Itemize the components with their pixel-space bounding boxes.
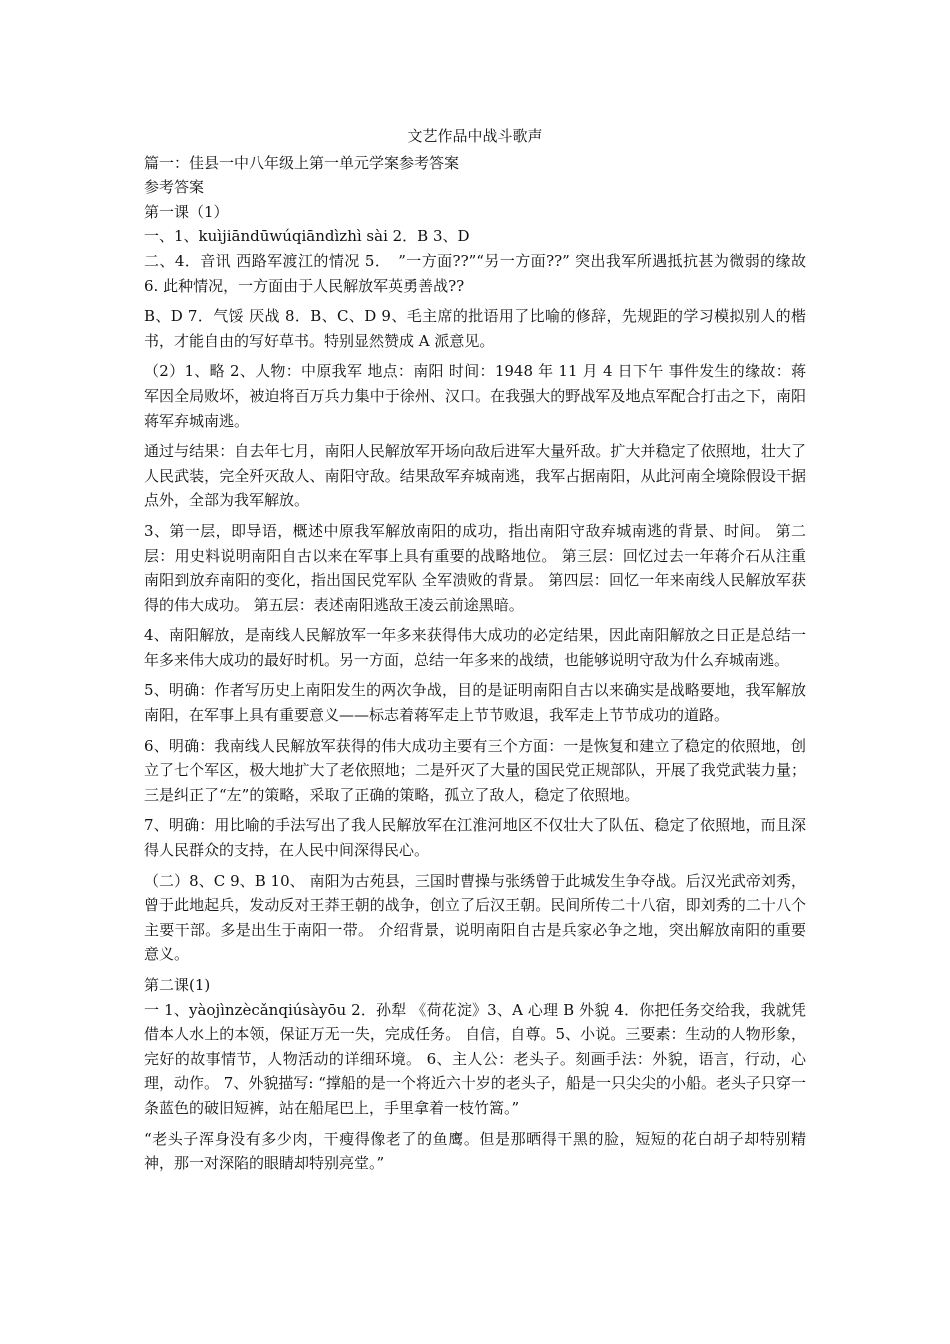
heading-lesson-one: 第一课（1）	[144, 202, 229, 221]
document-title: 文艺作品中战斗歌声	[407, 127, 543, 145]
heading-lesson-two: 第二课(1)	[144, 976, 211, 994]
answer-paragraph: 一 1、yàojìnzècǎnqiúsàyōu 2．孙犁 《荷花淀》3、A 心理 B 外貌 4．你把任务交给我，我就凭借本人水上的本领，保证万无一失，完成任务。 自信，自尊。5、小说。三要素：生动的人物形象，完好的故事情节，人物活动的详细环境。 6、主人公：老头子。刻画手法：外貌，语言，行动，心理，动作。 7、外貌描写: “撑船的是一个将近六十岁的老头子，船是一只尖尖的小船。老头子只穿一条蓝色的破旧短裤，站在船尾巴上，手里拿着一枝竹篙。”	[144, 1000, 806, 1117]
heading-answers: 参考答案	[144, 178, 205, 197]
answer-paragraph: （2）1、略 2、人物：中原我军 地点：南阳 时间：1948 年 11 月 4 日下午 事件发生的缘故：蒋军因全局败坏，被迫将百万兵力集中于徐州、汉口。在我强大的野战军及地点军配合打击之下，南阳蒋军弃城南逃。	[144, 362, 806, 430]
answer-line: 一、1、kuìjiāndūwúqiāndìzhì sài 2．B 3、D	[144, 227, 470, 246]
answer-paragraph: 通过与结果：自去年七月，南阳人民解放军开场向敌后进军大量歼敌。扩大并稳定了依照地，壮大了人民武装，完全歼灭敌人、南阳守敌。结果敌军弃城南逃，我军占据南阳，从此河南全境除假设干据点外，全部为我军解放。	[144, 442, 806, 510]
answer-paragraph: 6、明确：我南线人民解放军获得的伟大成功主要有三个方面：一是恢复和建立了稳定的依照地，创立了七个军区，极大地扩大了老依照地；二是歼灭了大量的国民党正规部队，开展了我党武装力量；三是纠正了“左”的策略，采取了正确的策略，孤立了敌人，稳定了依照地。	[144, 736, 806, 804]
heading-part-one: 篇一：佳县一中八年级上第一单元学案参考答案	[144, 153, 460, 172]
answer-paragraph: 3、第一层，即导语，概述中原我军解放南阳的成功，指出南阳守敌弃城南逃的背景、时间。 第二层：用史料说明南阳自古以来在军事上具有重要的战略地位。 第三层：回忆过去一年蒋介石从注重南阳到放弃南阳的变化，指出国民党军队 全军溃败的背景。 第四层：回忆一年来南线人民解放军获得的伟大成功。 第五层：表述南阳逃敌王凌云前途黑暗。	[144, 521, 806, 614]
answer-paragraph: B、D 7．气馁 厌战 8．B、C、D 9、毛主席的批语用了比喻的修辞，先规距的学习模拟别人的楷书，才能自由的写好草书。特别显然赞成 A 派意见。	[144, 307, 806, 350]
answer-paragraph: 5、明确：作者写历史上南阳发生的两次争战，目的是证明南阳自古以来确实是战略要地，我军解放南阳，在军事上具有重要意义——标志着蒋军走上节节败退，我军走上节节成功的道路。	[144, 681, 806, 725]
answer-paragraph: 7、明确：用比喻的手法写出了我人民解放军在江淮河地区不仅壮大了队伍、稳定了依照地，而且深得人民群众的支持，在人民中间深得民心。	[144, 816, 806, 860]
answer-paragraph: （二）8、C 9、B 10、 南阳为古苑县，三国时曹操与张绣曾于此城发生争夺战。后汉光武帝刘秀，曾于此地起兵，发动反对王莽王朝的战争，创立了后汉王朝。民间所传二十八宿，即刘秀的二十八个主要干部。多是出生于南阳一带。 介绍背景，说明南阳自古是兵家必争之地，突出解放南阳的重要意义。	[144, 871, 806, 964]
document-page	[144, 124, 806, 1182]
answer-paragraph: “老头子浑身没有多少肉，干瘦得像老了的鱼鹰。但是那晒得干黑的脸，短短的花白胡子却特别精神，那一对深陷的眼睛却特别亮堂。”	[144, 1129, 806, 1173]
answer-paragraph: 二、4．音讯 西路军渡江的情况 5． ”一方面??”“另一方面??” 突出我军所遇抵抗甚为微弱的缘故 6. 此种情况，一方面由于人民解放军英勇善战??	[144, 251, 806, 295]
answer-paragraph: 4、南阳解放，是南线人民解放军一年多来获得伟大成功的必定结果，因此南阳解放之日正是总结一年多来伟大成功的最好时机。另一方面，总结一年多来的战绩，也能够说明守敌为什么弃城南逃。	[144, 626, 806, 669]
